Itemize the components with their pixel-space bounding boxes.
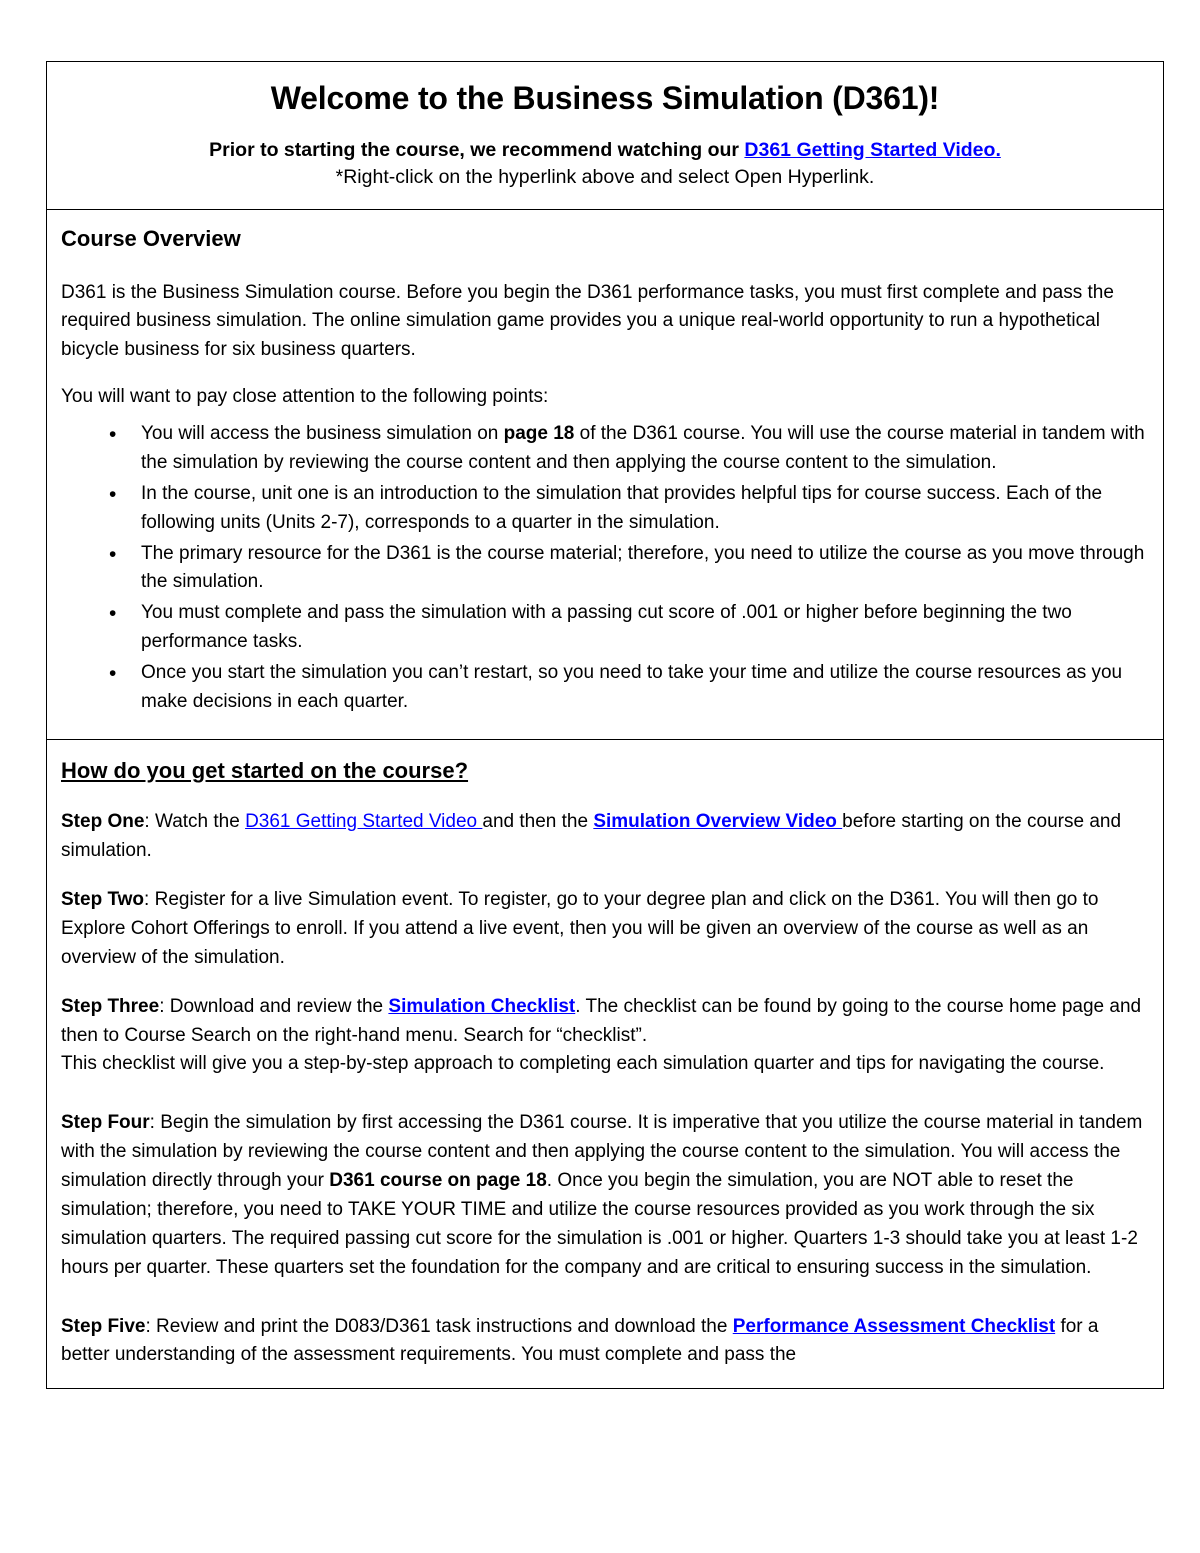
performance-assessment-checklist-link[interactable]: Performance Assessment Checklist — [732, 1315, 1056, 1337]
recommendation-prefix: Prior to starting the course, we recommend watching our — [209, 138, 745, 161]
simulation-checklist-link[interactable]: Simulation Checklist — [388, 995, 576, 1017]
bullet-text-part1: The primary resource for the D361 is the course material; therefore, you need to utilize the course as you move through the simulation. — [141, 542, 1145, 593]
bullet-text-part1: You must complete and pass the simulation with a passing cut score of .001 or higher before beginning the two performance tasks. — [141, 602, 1072, 653]
list-item — [61, 599, 1147, 657]
step-four-paragraph — [61, 1109, 1147, 1282]
get-started-heading: How do you get started on the course? — [61, 757, 469, 783]
step-three-text-1: : Download and review the — [159, 995, 389, 1017]
list-item — [61, 659, 1147, 717]
bullet-text-part1: In the course, unit one is an introduction to the simulation that provides helpful tips for course success. Each of the following units (Units 2-7), corresponds to a quarter in the simulation. — [141, 482, 1103, 533]
step-four-text-2: . Once you begin the simulation, you are NOT able to reset the simulation; therefore, you need to TAKE YOUR TIME and utilize the course resources provided as you work through the six simulation quarters. The required passing cut score for the simulation is .001 or higher. Quarters 1-3 should take you at least 1-2 hours per quarter. These quarters set the foundation for the company and are critical to ensuring success in the simulation. — [61, 1170, 1138, 1278]
step-three-continuation: This checklist will give you a step-by-step approach to completing each simulation quarter and tips for navigating the course. — [61, 1053, 1105, 1075]
header-cell — [47, 62, 1163, 209]
simulation-overview-video-link[interactable]: Simulation Overview Video — [593, 811, 843, 833]
recommendation-line — [61, 138, 1149, 164]
step-two-label: Step Two — [61, 889, 145, 910]
step-four-bold-emphasis: D361 course on page 18 — [329, 1170, 547, 1191]
document-table — [46, 61, 1164, 1389]
step-four-text-1: : Begin the simulation by first accessing the D361 course. It is imperative that you utilize the course material in tandem with the simulation by reviewing the course content and then applying the course content to the simulation. You will access the simulation directly through your — [61, 1112, 1143, 1191]
step-three-text-2: . The checklist can be found by going to the course home page and then to Course Search on the right-hand menu. Search for “checklist”. — [61, 995, 1142, 1046]
step-one-text-3: before starting on the course and simulation. — [61, 811, 1122, 862]
d361-getting-started-video-link-step-one[interactable]: D361 Getting Started Video — [245, 811, 483, 833]
bullet-text-part2: of the D361 course. You will use the course material in tandem with the simulation by reviewing the course content and then applying the course content to the simulation. — [141, 423, 1145, 473]
list-item — [61, 540, 1147, 598]
step-three-paragraph — [61, 993, 1147, 1051]
step-one-label: Step One — [61, 811, 145, 833]
step-one-text-2: and then the — [482, 811, 594, 833]
page-title: Welcome to the Business Simulation (D361)! — [270, 80, 940, 116]
right-click-note: *Right-click on the hyperlink above and select Open Hyperlink. — [335, 166, 875, 189]
bullet-text-part1: Once you start the simulation you can’t restart, so you need to take your time and utilize the course resources as you make decisions in each quarter. — [141, 662, 1123, 712]
course-overview-cell — [47, 209, 1163, 739]
overview-paragraph-2: You will want to pay close attention to the following points: — [61, 386, 549, 408]
bullet-text-part1: You will access the business simulation on — [141, 423, 504, 445]
step-one-text-1: : Watch the — [144, 811, 246, 833]
list-item — [61, 420, 1147, 478]
overview-bullet-list — [61, 420, 1147, 717]
get-started-cell — [47, 739, 1163, 1388]
course-overview-heading: Course Overview — [61, 226, 241, 252]
step-two-paragraph — [61, 886, 1147, 973]
step-three-label: Step Three — [61, 995, 160, 1017]
bullet-bold-emphasis: page 18 — [503, 423, 575, 445]
step-five-text-1: : Review and print the D083/D361 task instructions and download the — [145, 1315, 733, 1337]
step-five-label: Step Five — [61, 1315, 146, 1337]
overview-paragraph-1: D361 is the Business Simulation course. Before you begin the D361 performance tasks, you must first complete and pass the required business simulation. The online simulation game provides you a unique real-world opportunity to run a hypothetical bicycle business for six business quarters. — [61, 281, 1114, 361]
d361-getting-started-video-link-header[interactable]: D361 Getting Started Video. — [744, 138, 1001, 161]
step-five-paragraph — [61, 1313, 1147, 1371]
step-two-text-1: : Register for a live Simulation event. To register, go to your degree plan and click on the D361. You will then go to Explore Cohort Offerings to enroll. If you attend a live event, then you will be given an overview of the course as well as an overview of the simulation. — [61, 889, 1099, 968]
step-one-paragraph — [61, 808, 1147, 866]
page-bottom-margin — [0, 1472, 1200, 1553]
step-five-text-2: for a better understanding of the assessment requirements. You must complete and pass the — [61, 1315, 1099, 1366]
list-item — [61, 480, 1147, 538]
step-four-label: Step Four — [61, 1112, 150, 1134]
